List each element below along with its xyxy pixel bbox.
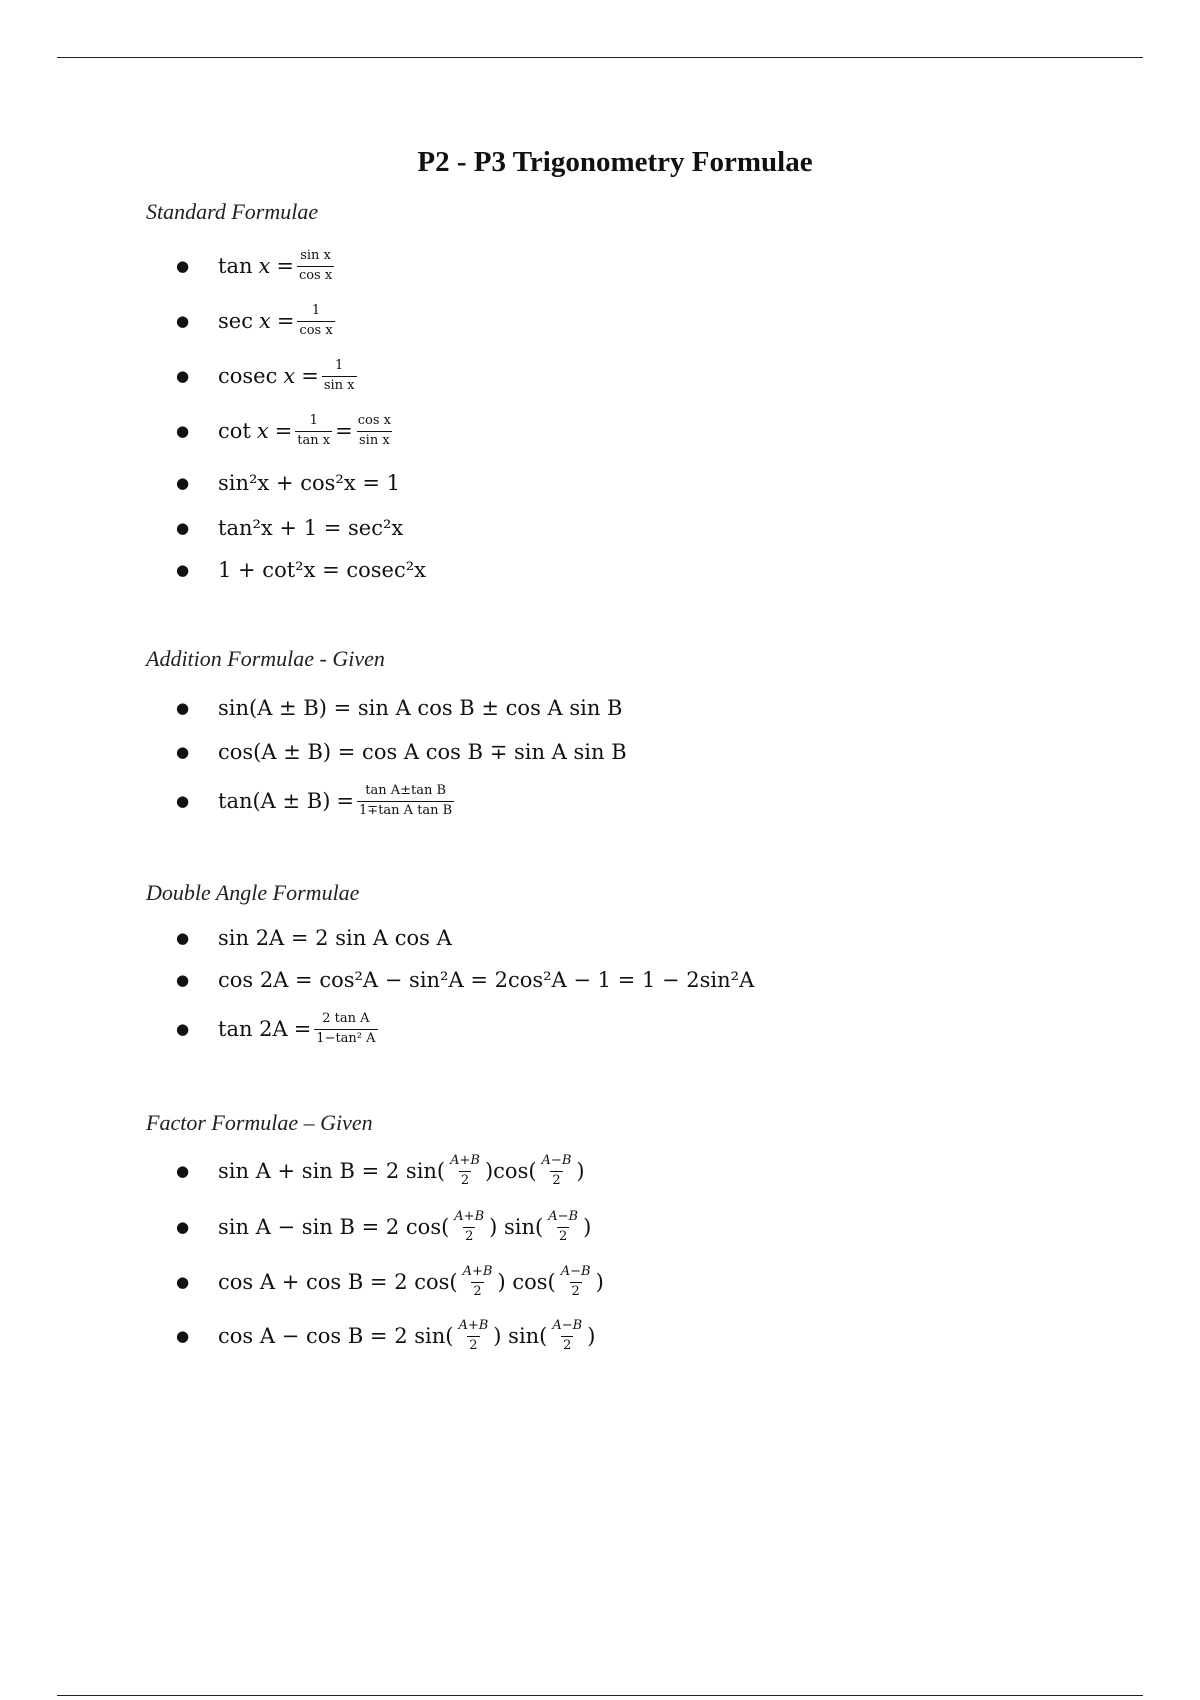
bullet-icon: ● [176,1327,190,1345]
bullet-icon: ● [176,1162,190,1180]
section-heading-factor: Factor Formulae – Given [146,1110,373,1135]
top-rule [57,57,1143,58]
bullet-icon: ● [176,1273,190,1291]
bullet-icon: ● [176,312,190,330]
bullet-icon: ● [176,792,190,810]
bullet-icon: ● [176,422,190,440]
section-heading-double-angle: Double Angle Formulae [146,880,360,905]
bullet-icon: ● [176,1218,190,1236]
bullet-icon: ● [176,561,190,579]
bullet-icon: ● [176,971,190,989]
bullet-icon: ● [176,1020,190,1038]
bullet-icon: ● [176,929,190,947]
bullet-icon: ● [176,257,190,275]
page-title: P2 - P3 Trigonometry Formulae [417,146,813,178]
bullet-icon: ● [176,474,190,492]
section-heading-addition: Addition Formulae - Given [146,646,385,671]
bottom-rule [57,1695,1143,1696]
bullet-icon: ● [176,743,190,761]
bullet-icon: ● [176,699,190,717]
section-heading-standard: Standard Formulae [146,199,319,224]
bullet-icon: ● [176,367,190,385]
bullet-icon: ● [176,519,190,537]
